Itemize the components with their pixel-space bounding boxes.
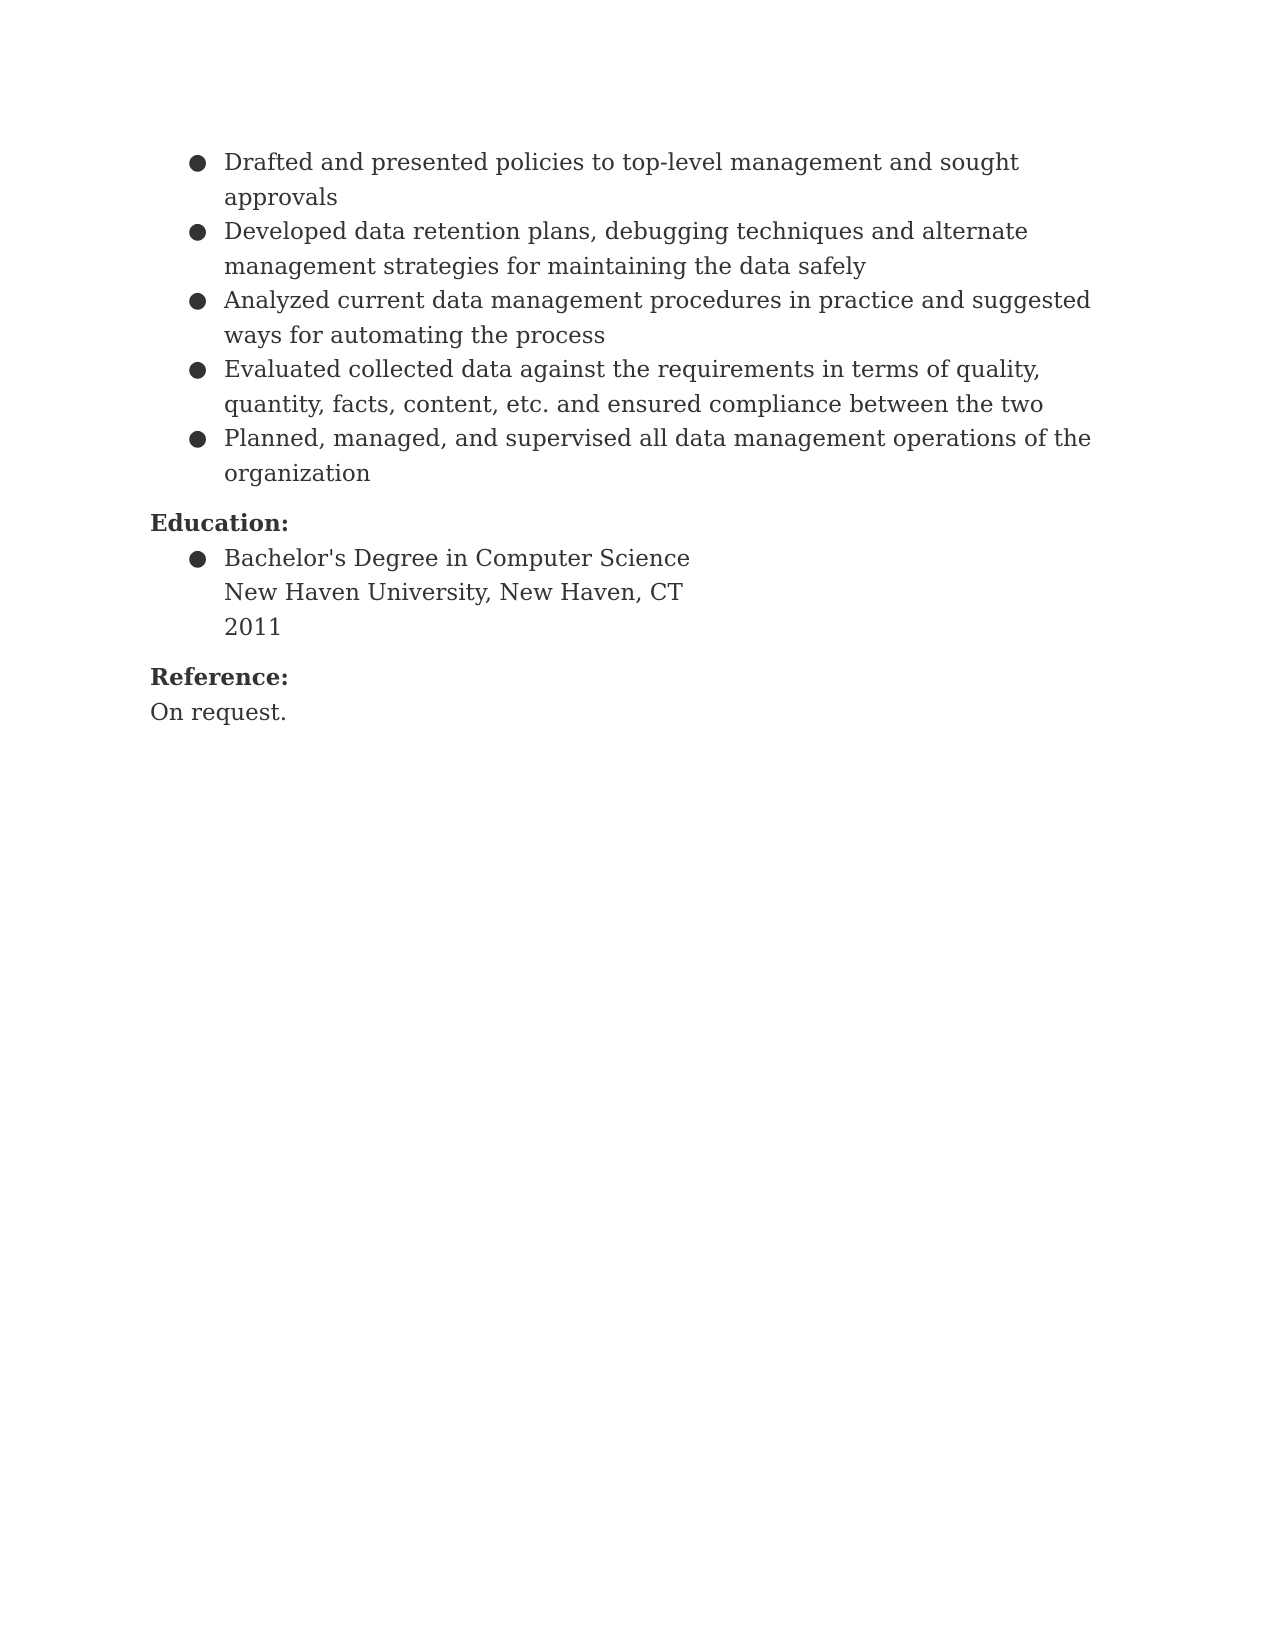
education-section <box>150 507 1100 645</box>
education-degree: Bachelor's Degree in Computer Science <box>224 545 691 572</box>
bullet-icon: ● <box>188 288 208 313</box>
reference-heading: Reference: <box>150 664 289 691</box>
bullet-text: Developed data retention plans, debugging techniques and alternate management strategies for maintaining the data safely <box>224 219 1029 280</box>
reference-text: On request. <box>150 699 288 726</box>
bullet-icon: ● <box>188 219 208 244</box>
list-item <box>150 284 1100 353</box>
resume-page <box>150 146 1100 730</box>
experience-bullet-list <box>150 146 1100 491</box>
list-item <box>150 422 1100 491</box>
bullet-text: Analyzed current data management procedures in practice and suggested ways for automating the process <box>224 288 1091 349</box>
education-heading: Education: <box>150 510 290 537</box>
reference-section <box>150 661 1100 730</box>
education-list <box>150 542 1100 646</box>
list-item <box>150 146 1100 215</box>
bullet-icon: ● <box>188 150 208 175</box>
bullet-icon: ● <box>188 426 208 451</box>
list-item <box>150 215 1100 284</box>
education-year: 2011 <box>224 614 283 641</box>
bullet-icon: ● <box>188 357 208 382</box>
list-item <box>150 542 1100 646</box>
bullet-text: Planned, managed, and supervised all data management operations of the organization <box>224 426 1092 487</box>
bullet-text: Drafted and presented policies to top-level management and sought approvals <box>224 150 1019 211</box>
education-school: New Haven University, New Haven, CT <box>224 580 683 606</box>
list-item <box>150 353 1100 422</box>
bullet-icon: ● <box>188 545 208 571</box>
bullet-text: Evaluated collected data against the requirements in terms of quality, quantity, facts, content, etc. and ensured compliance between the two <box>224 357 1044 418</box>
